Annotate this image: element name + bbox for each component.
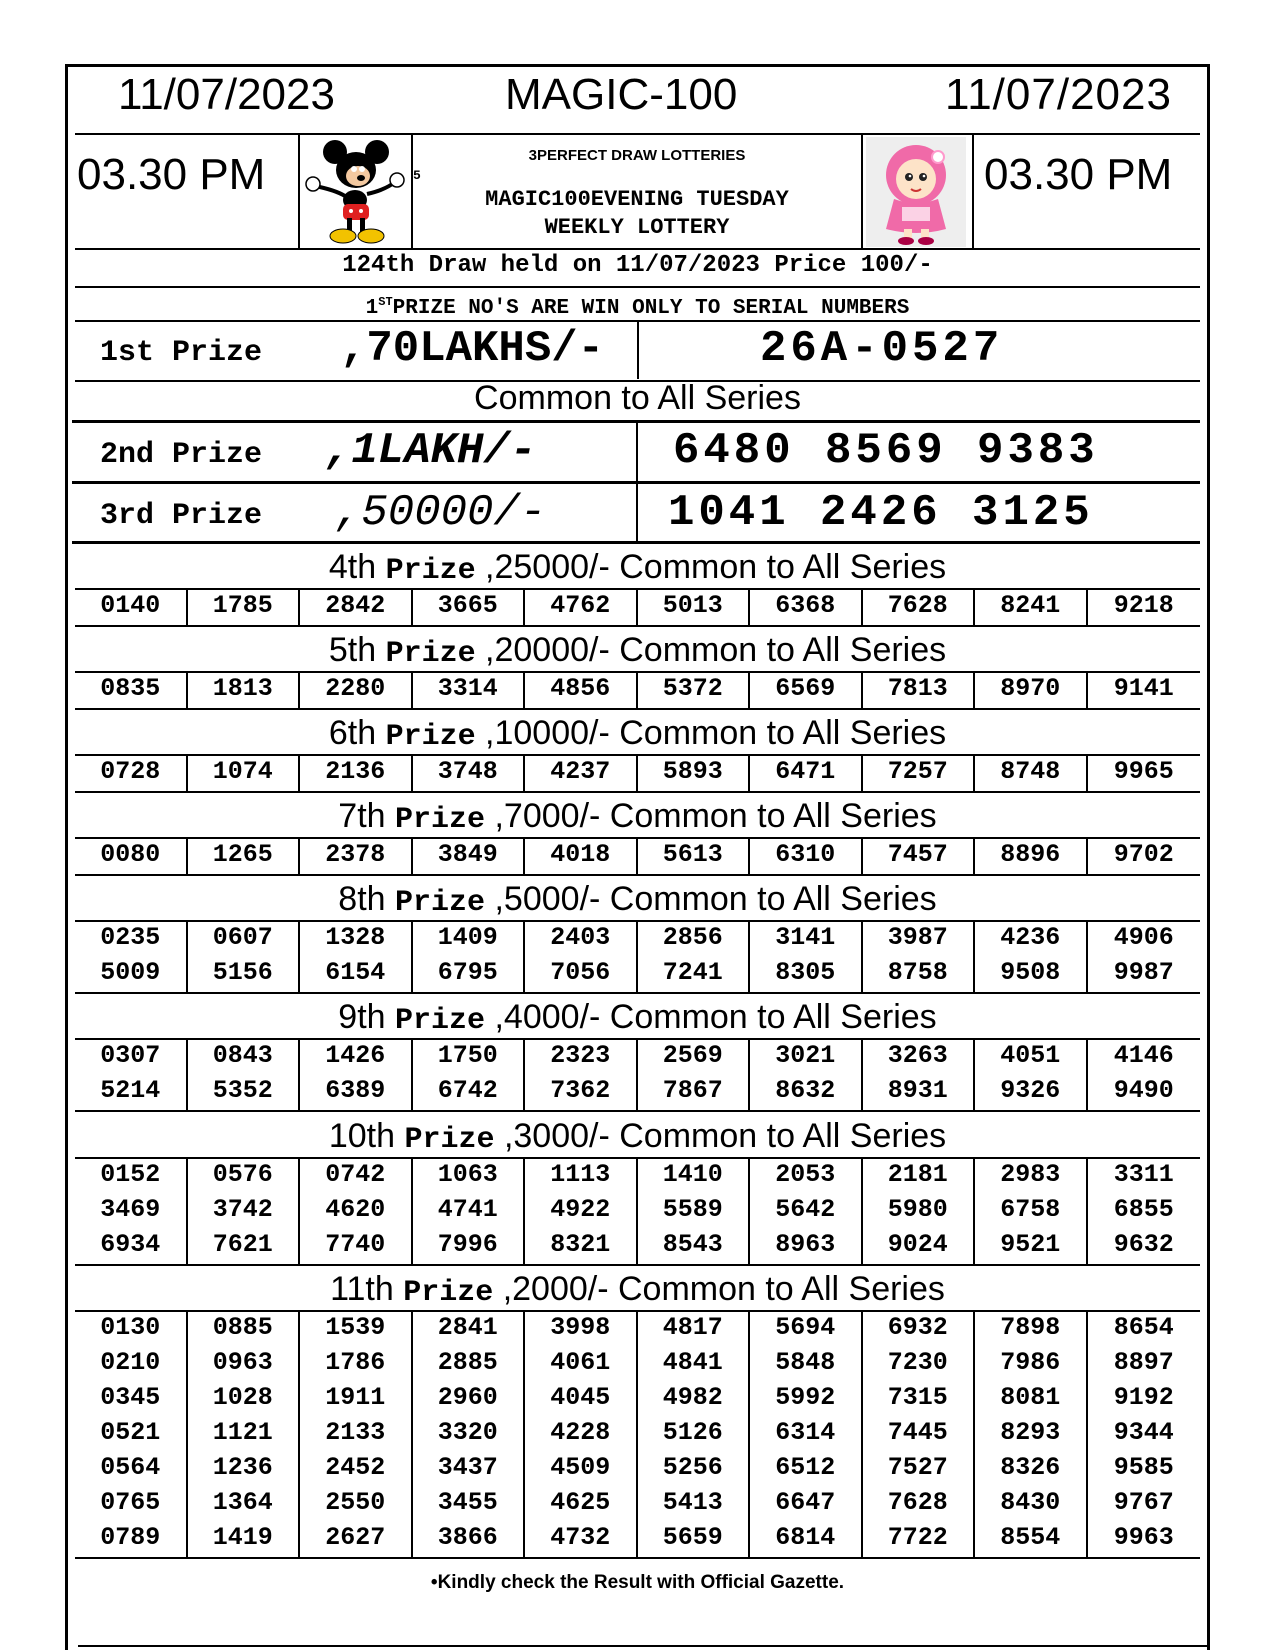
- prize-number-cell: 7315: [863, 1382, 976, 1417]
- lottery-name-line2: WEEKLY LOTTERY: [544, 215, 730, 240]
- prize-number-cell: 5352: [188, 1075, 301, 1110]
- girl-cartoon-icon: [866, 137, 966, 247]
- prize-number-cell: 9987: [1113, 958, 1174, 987]
- section-title-9th: [75, 998, 1200, 1040]
- prize-number-cell: 1063: [413, 1159, 526, 1194]
- prize-number-cell: 0564: [75, 1452, 188, 1487]
- prize-number-cell: 3742: [188, 1194, 301, 1229]
- prize-number-cell: 0130: [75, 1312, 188, 1347]
- second-prize-numbers: 6480 8569 9383: [673, 426, 1099, 476]
- prize-number-cell: 8430: [975, 1487, 1088, 1522]
- prize-number-cell: 4051: [975, 1040, 1088, 1075]
- prize-number-cell: 8963: [750, 1229, 863, 1264]
- prize-number-cell: 6742: [413, 1075, 526, 1110]
- prize-number-cell: 9585: [1113, 1453, 1174, 1482]
- prize-number-cell: 9192: [1113, 1383, 1174, 1412]
- prize-number-cell: 5848: [750, 1347, 863, 1382]
- prize-number-cell: 2983: [975, 1159, 1088, 1194]
- prize-number-cell: 5009: [75, 957, 188, 992]
- prize-number-cell: 0521: [75, 1417, 188, 1452]
- bottom-rule: [78, 1645, 1208, 1647]
- prize-number-cell: 5156: [188, 957, 301, 992]
- prize-number-cell: 7241: [638, 957, 751, 992]
- prize-number-cell: 8081: [975, 1382, 1088, 1417]
- prize-number-cell: 2323: [525, 1040, 638, 1075]
- first-prize-number: 26A-0527: [760, 324, 1004, 374]
- prize-number-cell: 9965: [1113, 757, 1174, 786]
- prize-number-cell: 4741: [413, 1194, 526, 1229]
- prize-number-cell: 0742: [300, 1159, 413, 1194]
- small-mark: 5: [413, 168, 421, 183]
- prize-number-cell: 6389: [300, 1075, 413, 1110]
- second-prize-amount: ,1LAKH/-: [325, 426, 537, 476]
- prize-number-cell: 0835: [75, 673, 188, 708]
- prize-number-cell: 0885: [188, 1312, 301, 1347]
- prize-number-cell: 8654: [1113, 1313, 1174, 1342]
- prize-number-cell: 1785: [188, 590, 301, 625]
- prize-number-cell: 3866: [413, 1522, 526, 1557]
- section-amount: ,25000/- Common to All Series: [485, 548, 947, 586]
- prize-number-cell: 2181: [863, 1159, 976, 1194]
- prize-number-cell: 1113: [525, 1159, 638, 1194]
- prize-number-cell: 1409: [413, 922, 526, 957]
- section-prize-word: Prize: [403, 1276, 494, 1310]
- prize-number-cell: 3320: [413, 1417, 526, 1452]
- section-title-6th: [75, 714, 1200, 756]
- prize-number-cell: 1364: [188, 1487, 301, 1522]
- number-grid-11th: [75, 1312, 1200, 1559]
- prize-number-cell: 7722: [863, 1522, 976, 1557]
- prize-number-cell: 4817: [638, 1312, 751, 1347]
- prize-number-cell: 0152: [75, 1159, 188, 1194]
- prize-number-cell: 7257: [863, 756, 976, 791]
- prize-number-cell: 8305: [750, 957, 863, 992]
- section-prize-word: Prize: [404, 1123, 495, 1157]
- prize-number-cell: 1074: [188, 756, 301, 791]
- prize-number-cell: 0963: [188, 1347, 301, 1382]
- prize-number-cell: 5214: [75, 1075, 188, 1110]
- prize-number-cell: 5613: [638, 839, 751, 874]
- prize-number-cell: 9141: [1113, 674, 1174, 703]
- prize-number-cell: 2569: [638, 1040, 751, 1075]
- prize-number-cell: 1813: [188, 673, 301, 708]
- prize-number-cell: 1410: [638, 1159, 751, 1194]
- prize-number-cell: 4625: [525, 1487, 638, 1522]
- prize-number-cell: 8758: [863, 957, 976, 992]
- section-ordinal: 7th: [338, 797, 386, 835]
- draw-time-right: 03.30 PM: [984, 150, 1173, 199]
- prize-number-cell: 1328: [300, 922, 413, 957]
- prize-number-cell: 5013: [638, 590, 751, 625]
- prize-number-cell: 0235: [75, 922, 188, 957]
- prize-number-cell: 3314: [413, 673, 526, 708]
- prize-number-cell: 5980: [863, 1194, 976, 1229]
- section-ordinal: 5th: [328, 631, 377, 669]
- prize-number-cell: 6855: [1113, 1195, 1174, 1224]
- prize-number-cell: 2136: [300, 756, 413, 791]
- prize-number-cell: 6154: [300, 957, 413, 992]
- first-prize-note: [75, 288, 1200, 323]
- prize-number-cell: 8632: [750, 1075, 863, 1110]
- section-ordinal: 9th: [338, 998, 386, 1036]
- note-prefix: 1: [365, 297, 379, 320]
- divider: [972, 135, 974, 248]
- prize-number-cell: 1028: [188, 1382, 301, 1417]
- prize-number-cell: 8931: [863, 1075, 976, 1110]
- prize-number-cell: 4509: [525, 1452, 638, 1487]
- section-prize-word: Prize: [395, 886, 486, 920]
- section-amount: ,10000/- Common to All Series: [485, 714, 947, 752]
- section-title-5th: [75, 631, 1200, 673]
- prize-number-cell: 7621: [188, 1229, 301, 1264]
- prize-number-cell: 1750: [413, 1040, 526, 1075]
- prize-number-cell: 4841: [638, 1347, 751, 1382]
- prize-number-cell: 2960: [413, 1382, 526, 1417]
- prize-number-cell: 7740: [300, 1229, 413, 1264]
- prize-number-cell: 6368: [750, 590, 863, 625]
- prize-number-cell: 2133: [300, 1417, 413, 1452]
- prize-number-cell: 8543: [638, 1229, 751, 1264]
- section-ordinal: 8th: [338, 880, 386, 918]
- third-prize-amount: ,50000/-: [335, 488, 547, 538]
- prize-number-cell: 3748: [413, 756, 526, 791]
- prize-number-cell: 2856: [638, 922, 751, 957]
- first-prize-label: 1st Prize: [100, 336, 263, 370]
- prize-number-cell: 6932: [863, 1312, 976, 1347]
- section-amount: ,20000/- Common to All Series: [485, 631, 947, 669]
- prize-number-cell: 2378: [300, 839, 413, 874]
- prize-number-cell: 6310: [750, 839, 863, 874]
- prize-number-cell: 9344: [1113, 1418, 1174, 1447]
- note-text: PRIZE NO'S ARE WIN ONLY TO SERIAL NUMBERS: [392, 297, 910, 320]
- prize-number-cell: 1121: [188, 1417, 301, 1452]
- company-name: 3PERFECT DRAW LOTTERIES: [528, 147, 746, 164]
- section-prize-word: Prize: [385, 637, 476, 671]
- draw-info: 124th Draw held on 11/07/2023 Price 100/-: [342, 252, 933, 279]
- prize-number-cell: 8748: [975, 756, 1088, 791]
- lottery-name-line1: MAGIC100EVENING TUESDAY: [485, 187, 789, 212]
- section-amount: ,2000/- Common to All Series: [502, 1270, 945, 1308]
- prize-number-cell: 2627: [300, 1522, 413, 1557]
- divider: [72, 541, 1200, 544]
- prize-number-cell: 7457: [863, 839, 976, 874]
- prize-number-cell: 8897: [1113, 1348, 1174, 1377]
- third-prize-label: 3rd Prize: [100, 499, 263, 533]
- section-amount: ,3000/- Common to All Series: [503, 1117, 947, 1155]
- section-prize-word: Prize: [395, 1004, 486, 1038]
- prize-number-cell: 0789: [75, 1522, 188, 1557]
- prize-number-cell: 7996: [413, 1229, 526, 1264]
- section-title-7th: [75, 797, 1200, 839]
- number-grid-8th: [75, 922, 1200, 994]
- prize-number-cell: 5893: [638, 756, 751, 791]
- section-prize-word: Prize: [385, 720, 476, 754]
- section-ordinal: 6th: [328, 714, 377, 752]
- prize-number-cell: 4732: [525, 1522, 638, 1557]
- divider: [636, 423, 638, 481]
- prize-number-cell: 7628: [863, 1487, 976, 1522]
- prize-number-cell: 2452: [300, 1452, 413, 1487]
- section-amount: ,5000/- Common to All Series: [494, 880, 937, 918]
- divider: [75, 133, 1200, 135]
- prize-number-cell: 4762: [525, 590, 638, 625]
- prize-number-cell: 0307: [75, 1040, 188, 1075]
- prize-number-cell: 2841: [413, 1312, 526, 1347]
- lottery-name: [412, 186, 862, 242]
- divider: [861, 135, 863, 248]
- prize-number-cell: 0140: [75, 590, 188, 625]
- prize-number-cell: 9508: [975, 957, 1088, 992]
- section-amount: ,7000/- Common to All Series: [494, 797, 937, 835]
- divider: [637, 321, 639, 379]
- prize-number-cell: 9767: [1113, 1488, 1174, 1517]
- prize-number-cell: 3455: [413, 1487, 526, 1522]
- prize-number-cell: 7230: [863, 1347, 976, 1382]
- number-grid-4th: [75, 590, 1200, 627]
- prize-number-cell: 8241: [975, 590, 1088, 625]
- prize-number-cell: 9024: [863, 1229, 976, 1264]
- prize-number-cell: 5642: [750, 1194, 863, 1229]
- prize-number-cell: 6314: [750, 1417, 863, 1452]
- prize-number-cell: 3998: [525, 1312, 638, 1347]
- prize-number-cell: 4018: [525, 839, 638, 874]
- section-prize-word: Prize: [385, 554, 476, 588]
- section-title-8th: [75, 880, 1200, 922]
- divider: [636, 484, 638, 541]
- prize-number-cell: 1539: [300, 1312, 413, 1347]
- prize-number-cell: 1426: [300, 1040, 413, 1075]
- prize-number-cell: 2280: [300, 673, 413, 708]
- prize-number-cell: 0345: [75, 1382, 188, 1417]
- section-prize-word: Prize: [395, 803, 486, 837]
- prize-number-cell: 0210: [75, 1347, 188, 1382]
- prize-number-cell: 6795: [413, 957, 526, 992]
- prize-number-cell: 9521: [975, 1229, 1088, 1264]
- number-grid-7th: [75, 839, 1200, 876]
- note-sup: ST: [378, 295, 393, 309]
- section-title-11th: [75, 1270, 1200, 1312]
- prize-number-cell: 4236: [975, 922, 1088, 957]
- prize-number-cell: 7867: [638, 1075, 751, 1110]
- prize-number-cell: 2842: [300, 590, 413, 625]
- prize-number-cell: 3987: [863, 922, 976, 957]
- prize-number-cell: 3437: [413, 1452, 526, 1487]
- prize-number-cell: 2053: [750, 1159, 863, 1194]
- prize-number-cell: 8896: [975, 839, 1088, 874]
- header-date-right: 11/07/2023: [945, 70, 1172, 119]
- prize-number-cell: 9490: [1113, 1076, 1174, 1105]
- number-grid-10th: [75, 1159, 1200, 1266]
- second-prize-label: 2nd Prize: [100, 438, 263, 472]
- section-ordinal: 10th: [328, 1117, 396, 1155]
- prize-number-cell: 5589: [638, 1194, 751, 1229]
- prize-number-cell: 6934: [75, 1229, 188, 1264]
- divider: [298, 135, 300, 248]
- prize-number-cell: 5413: [638, 1487, 751, 1522]
- prize-number-cell: 6471: [750, 756, 863, 791]
- prize-number-cell: 8970: [975, 673, 1088, 708]
- prize-number-cell: 5992: [750, 1382, 863, 1417]
- prize-number-cell: 0080: [75, 839, 188, 874]
- prize-number-cell: 3021: [750, 1040, 863, 1075]
- mouse-cartoon-icon: [305, 138, 405, 246]
- prize-number-cell: 4922: [525, 1194, 638, 1229]
- prize-number-cell: 9326: [975, 1075, 1088, 1110]
- prize-number-cell: 7898: [975, 1312, 1088, 1347]
- prize-number-cell: 1419: [188, 1522, 301, 1557]
- section-title-10th: [75, 1117, 1200, 1159]
- prize-number-cell: 1236: [188, 1452, 301, 1487]
- prize-number-cell: 2885: [413, 1347, 526, 1382]
- header-date-left: 11/07/2023: [118, 70, 335, 119]
- prize-number-cell: 2403: [525, 922, 638, 957]
- prize-number-cell: 0576: [188, 1159, 301, 1194]
- prize-number-cell: 3311: [1113, 1160, 1174, 1189]
- third-prize-numbers: 1041 2426 3125: [668, 488, 1094, 538]
- prize-number-cell: 1786: [300, 1347, 413, 1382]
- common-all-series: Common to All Series: [474, 379, 801, 417]
- prize-number-cell: 8293: [975, 1417, 1088, 1452]
- section-ordinal: 4th: [328, 548, 377, 586]
- prize-number-cell: 7527: [863, 1452, 976, 1487]
- number-grid-9th: [75, 1040, 1200, 1112]
- section-amount: ,4000/- Common to All Series: [494, 998, 937, 1036]
- prize-number-cell: 3665: [413, 590, 526, 625]
- prize-number-cell: 4061: [525, 1347, 638, 1382]
- prize-number-cell: 6758: [975, 1194, 1088, 1229]
- prize-number-cell: 4228: [525, 1417, 638, 1452]
- number-grid-6th: [75, 756, 1200, 793]
- prize-number-cell: 7628: [863, 590, 976, 625]
- prize-number-cell: 9218: [1113, 591, 1174, 620]
- prize-number-cell: 8326: [975, 1452, 1088, 1487]
- prize-number-cell: 4982: [638, 1382, 751, 1417]
- prize-number-cell: 9963: [1113, 1523, 1174, 1552]
- prize-number-cell: 2550: [300, 1487, 413, 1522]
- prize-number-cell: 4045: [525, 1382, 638, 1417]
- section-title-4th: [75, 548, 1200, 590]
- prize-number-cell: 7986: [975, 1347, 1088, 1382]
- prize-number-cell: 6814: [750, 1522, 863, 1557]
- prize-number-cell: 6647: [750, 1487, 863, 1522]
- prize-number-cell: 5126: [638, 1417, 751, 1452]
- prize-number-cell: 5659: [638, 1522, 751, 1557]
- prize-number-cell: 4906: [1113, 923, 1174, 952]
- prize-number-cell: 0607: [188, 922, 301, 957]
- prize-number-cell: 3263: [863, 1040, 976, 1075]
- prize-number-cell: 6569: [750, 673, 863, 708]
- draw-time-left: 03.30 PM: [77, 150, 266, 199]
- footer-note: •Kindly check the Result with Official Gazette.: [430, 1572, 845, 1593]
- prize-number-cell: 4146: [1113, 1041, 1174, 1070]
- prize-number-cell: 0843: [188, 1040, 301, 1075]
- prize-number-cell: 7445: [863, 1417, 976, 1452]
- prize-number-cell: 8554: [975, 1522, 1088, 1557]
- prize-number-cell: 7813: [863, 673, 976, 708]
- prize-number-cell: 7056: [525, 957, 638, 992]
- section-ordinal: 11th: [330, 1270, 394, 1308]
- prize-number-cell: 4237: [525, 756, 638, 791]
- page-title: MAGIC-100: [505, 70, 738, 119]
- prize-number-cell: 0765: [75, 1487, 188, 1522]
- prize-number-cell: 8321: [525, 1229, 638, 1264]
- divider: [75, 248, 1200, 250]
- first-prize-amount: ,70LAKHS/-: [340, 324, 605, 374]
- prize-number-cell: 7362: [525, 1075, 638, 1110]
- prize-number-cell: 3141: [750, 922, 863, 957]
- prize-number-cell: 5256: [638, 1452, 751, 1487]
- prize-number-cell: 0728: [75, 756, 188, 791]
- prize-number-cell: 5372: [638, 673, 751, 708]
- prize-number-cell: 9702: [1113, 840, 1174, 869]
- prize-number-cell: 5694: [750, 1312, 863, 1347]
- prize-number-cell: 6512: [750, 1452, 863, 1487]
- number-grid-5th: [75, 673, 1200, 710]
- prize-number-cell: 1911: [300, 1382, 413, 1417]
- prize-number-cell: 4856: [525, 673, 638, 708]
- prize-number-cell: 4620: [300, 1194, 413, 1229]
- prize-number-cell: 3469: [75, 1194, 188, 1229]
- prize-number-cell: 9632: [1113, 1230, 1174, 1259]
- prize-number-cell: 1265: [188, 839, 301, 874]
- prize-number-cell: 3849: [413, 839, 526, 874]
